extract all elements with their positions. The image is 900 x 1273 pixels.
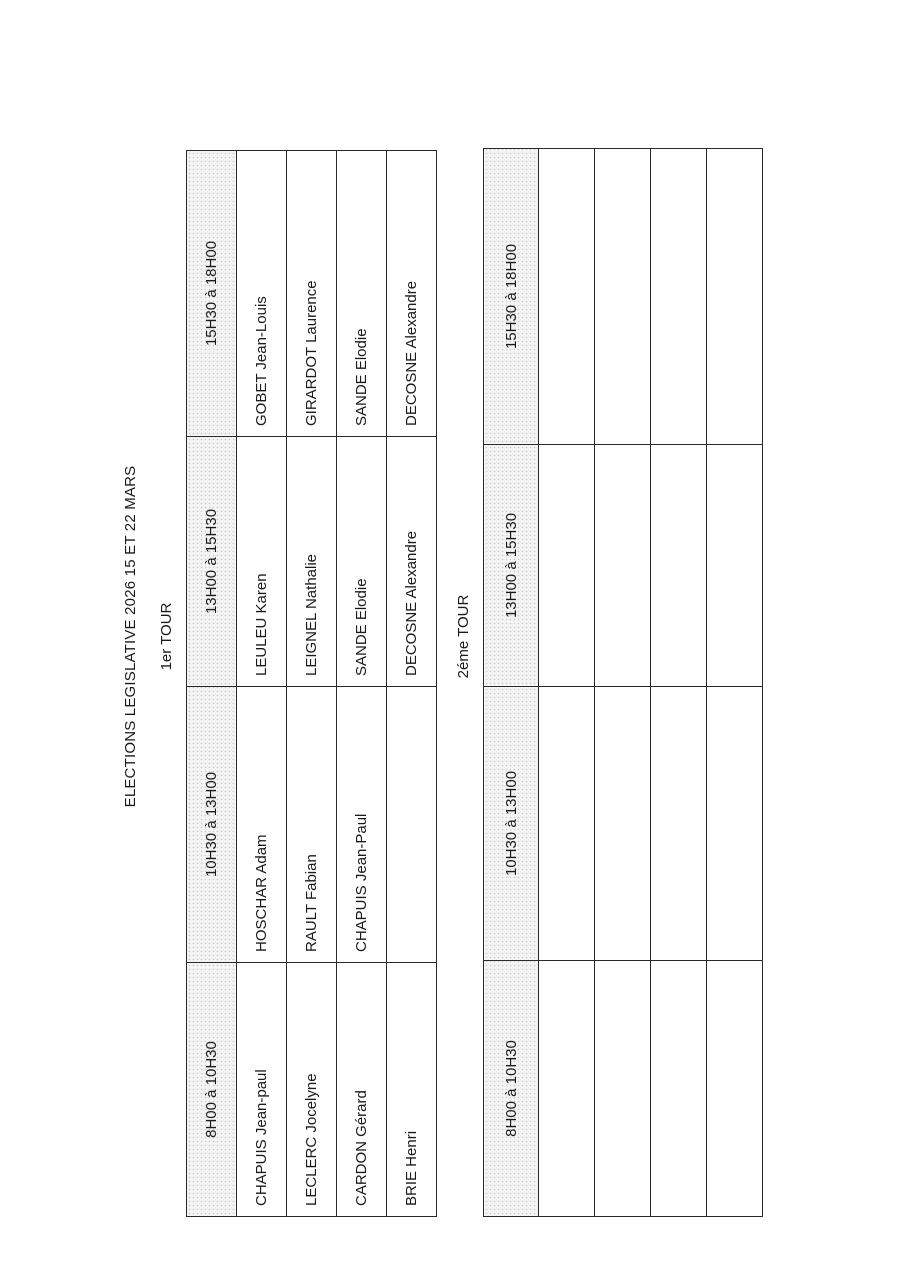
tour1-cell: CHAPUIS Jean-Paul [337, 687, 387, 963]
tour1-header-row [187, 151, 237, 1217]
tour1-label: 1er TOUR [158, 602, 175, 671]
tour2-cell [539, 445, 595, 687]
table-row [651, 149, 707, 1217]
tour2-cell [651, 687, 707, 961]
table-row [337, 151, 387, 1217]
tour1-cell: GIRARDOT Laurence [287, 151, 337, 437]
tour1-cell: SANDE Elodie [337, 151, 387, 437]
tour1-cell: GOBET Jean-Louis [237, 151, 287, 437]
tour2-schedule-table [483, 148, 763, 1217]
tour1-header-slot-1: 8H00 à 10H30 [187, 963, 237, 1217]
tour1-cell [387, 687, 437, 963]
tour1-cell: DECOSNE Alexandre [387, 151, 437, 437]
tour2-cell [707, 961, 763, 1217]
tour2-cell [651, 149, 707, 445]
document-title: ELECTIONS LEGISLATIVE 2026 15 ET 22 MARS [122, 465, 139, 808]
tour2-cell [595, 961, 651, 1217]
table-row [707, 149, 763, 1217]
table-row [595, 149, 651, 1217]
tour1-cell: LEULEU Karen [237, 437, 287, 687]
tour1-header-slot-4: 15H30 à 18H00 [187, 151, 237, 437]
tour2-cell [707, 149, 763, 445]
table-row [287, 151, 337, 1217]
tour2-cell [707, 445, 763, 687]
tour1-cell: CARDON Gérard [337, 963, 387, 1217]
tour1-cell: LECLERC Jocelyne [287, 963, 337, 1217]
table-row [237, 151, 287, 1217]
tour2-header-slot-1: 8H00 à 10H30 [484, 961, 539, 1217]
tour2-cell [595, 149, 651, 445]
tour2-header-slot-3: 13H00 à 15H30 [484, 445, 539, 687]
tour2-cell [539, 149, 595, 445]
tour2-cell [707, 687, 763, 961]
tour2-cell [595, 687, 651, 961]
tour2-header-slot-4: 15H30 à 18H00 [484, 149, 539, 445]
tour2-cell [539, 961, 595, 1217]
tour1-cell: SANDE Elodie [337, 437, 387, 687]
tour1-cell: CHAPUIS Jean-paul [237, 963, 287, 1217]
tour1-cell: HOSCHAR Adam [237, 687, 287, 963]
tour2-cell [651, 961, 707, 1217]
tour1-cell: RAULT Fabian [287, 687, 337, 963]
tour2-cell [539, 687, 595, 961]
table-row [539, 149, 595, 1217]
tour1-cell: BRIE Henri [387, 963, 437, 1217]
tour1-schedule-table [186, 150, 437, 1217]
tour2-label: 2éme TOUR [455, 594, 472, 679]
tour2-cell [651, 445, 707, 687]
table-row [387, 151, 437, 1217]
tour2-header-row [484, 149, 539, 1217]
tour2-cell [595, 445, 651, 687]
tour2-header-slot-2: 10H30 à 13H00 [484, 687, 539, 961]
tour1-cell: DECOSNE Alexandre [387, 437, 437, 687]
tour1-cell: LEIGNEL Nathalie [287, 437, 337, 687]
tour1-header-slot-3: 13H00 à 15H30 [187, 437, 237, 687]
tour1-header-slot-2: 10H30 à 13H00 [187, 687, 237, 963]
